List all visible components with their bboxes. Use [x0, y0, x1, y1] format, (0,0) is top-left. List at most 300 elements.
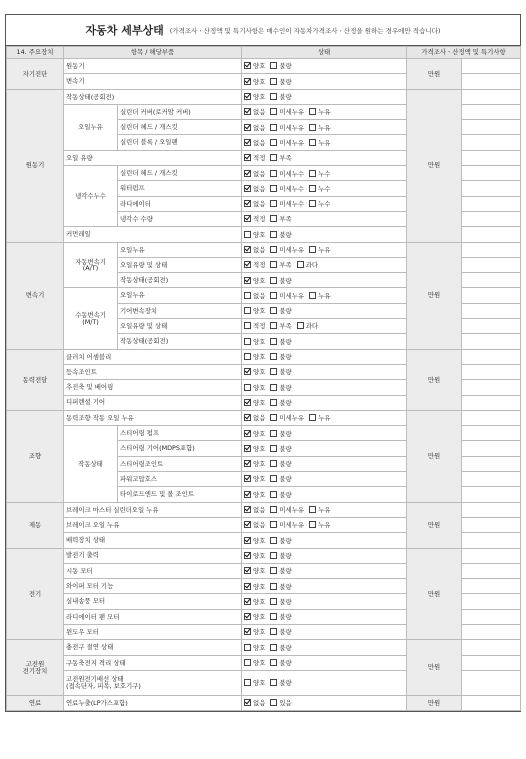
status-checkbox[interactable]: [244, 699, 251, 706]
status-option[interactable]: [244, 521, 265, 528]
status-option[interactable]: [244, 353, 265, 360]
status-checkbox[interactable]: [270, 170, 277, 177]
status-option-label: 있음: [279, 699, 292, 708]
status-option-label: 부족: [279, 261, 292, 270]
status-option[interactable]: [270, 368, 291, 375]
status-option[interactable]: [244, 430, 265, 437]
status-option-label: 불량: [279, 62, 292, 71]
status-option-label: 없음: [253, 108, 266, 117]
status-checkbox[interactable]: [244, 583, 251, 590]
status-checkbox[interactable]: [309, 521, 316, 528]
status-option[interactable]: [244, 200, 265, 207]
device-group-cell: 제동: [7, 502, 64, 548]
status-option[interactable]: [244, 277, 265, 284]
status-checkbox[interactable]: [270, 598, 277, 605]
status-checkbox[interactable]: [309, 506, 316, 513]
note-input-cell[interactable]: [462, 273, 521, 288]
status-options: [242, 594, 407, 609]
status-checkbox[interactable]: [244, 108, 251, 115]
status-options: [242, 273, 407, 288]
status-checkbox[interactable]: [244, 567, 251, 574]
status-option-label: 양호: [253, 567, 266, 576]
status-checkbox[interactable]: [309, 292, 316, 299]
status-option-label: 불량: [279, 353, 292, 362]
note-input-cell[interactable]: [462, 303, 521, 318]
status-option[interactable]: [270, 475, 291, 482]
status-option[interactable]: [270, 414, 304, 421]
status-option-label: 누유: [318, 521, 331, 530]
note-input-cell[interactable]: [462, 395, 521, 410]
status-option[interactable]: [309, 200, 330, 207]
status-option[interactable]: [244, 414, 265, 421]
status-option[interactable]: [244, 460, 265, 467]
status-checkbox[interactable]: [270, 139, 277, 146]
status-option[interactable]: [270, 521, 304, 528]
status-checkbox[interactable]: [244, 679, 251, 686]
status-option-label: 과다: [305, 261, 319, 270]
item-label: 시동 모터: [64, 563, 242, 578]
status-option[interactable]: [270, 215, 291, 222]
status-checkbox[interactable]: [270, 338, 277, 345]
item-label: 등속조인트: [64, 364, 242, 379]
status-option[interactable]: [270, 552, 291, 559]
note-input-cell[interactable]: [462, 181, 521, 196]
status-options: [242, 487, 407, 502]
status-option[interactable]: [309, 124, 330, 131]
status-checkbox[interactable]: [244, 246, 251, 253]
status-checkbox[interactable]: [270, 307, 277, 314]
status-option[interactable]: [244, 567, 265, 574]
note-input-cell[interactable]: [462, 579, 521, 594]
note-input-cell[interactable]: [462, 472, 521, 487]
note-input-cell[interactable]: [462, 150, 521, 165]
note-input-cell[interactable]: [462, 59, 521, 74]
item-label: 스티어링 기어(MDPS포함): [118, 441, 242, 456]
status-checkbox[interactable]: [270, 292, 277, 299]
note-input-cell[interactable]: [462, 364, 521, 379]
status-option-label: 미세누유: [279, 414, 305, 423]
status-option[interactable]: [270, 170, 304, 177]
note-input-cell[interactable]: [462, 410, 521, 425]
status-checkbox[interactable]: [244, 475, 251, 482]
status-option[interactable]: [309, 139, 330, 146]
status-checkbox[interactable]: [270, 353, 277, 360]
status-options: [242, 74, 407, 89]
status-option[interactable]: [270, 537, 291, 544]
status-checkbox[interactable]: [270, 567, 277, 574]
note-input-cell[interactable]: [462, 426, 521, 441]
status-checkbox[interactable]: [270, 399, 277, 406]
status-checkbox[interactable]: [244, 292, 251, 299]
status-option[interactable]: [270, 567, 291, 574]
status-checkbox[interactable]: [244, 399, 251, 406]
status-option[interactable]: [270, 154, 291, 161]
status-option[interactable]: [244, 215, 265, 222]
note-input-cell[interactable]: [462, 695, 521, 710]
status-checkbox[interactable]: [270, 699, 277, 706]
status-checkbox[interactable]: [244, 430, 251, 437]
price-amount-cell: 만원: [407, 695, 462, 710]
status-option-label: 양호: [253, 444, 266, 453]
status-option[interactable]: [270, 185, 304, 192]
note-input-cell[interactable]: [462, 349, 521, 364]
status-option[interactable]: [244, 124, 265, 131]
status-checkbox[interactable]: [309, 246, 316, 253]
status-checkbox[interactable]: [309, 139, 316, 146]
status-option-label: 불량: [279, 307, 292, 316]
status-option[interactable]: [244, 537, 265, 544]
status-checkbox[interactable]: [244, 154, 251, 161]
note-input-cell[interactable]: [462, 319, 521, 334]
status-checkbox[interactable]: [244, 215, 251, 222]
note-input-cell[interactable]: [462, 166, 521, 181]
note-input-cell[interactable]: [462, 655, 521, 670]
status-checkbox[interactable]: [244, 200, 251, 207]
status-option[interactable]: [244, 139, 265, 146]
status-checkbox[interactable]: [244, 445, 251, 452]
status-option[interactable]: [270, 699, 291, 706]
note-input-cell[interactable]: [462, 104, 521, 119]
price-amount-cell: 만원: [407, 502, 462, 548]
status-options: [242, 59, 407, 74]
status-checkbox[interactable]: [244, 353, 251, 360]
device-group-cell: 전기: [7, 548, 64, 640]
status-checkbox[interactable]: [244, 139, 251, 146]
status-checkbox[interactable]: [270, 231, 277, 238]
status-option-label: 적정: [253, 322, 266, 331]
status-checkbox[interactable]: [270, 124, 277, 131]
status-option[interactable]: [309, 108, 330, 115]
status-checkbox[interactable]: [244, 460, 251, 467]
status-option[interactable]: [270, 506, 304, 513]
status-option[interactable]: [309, 170, 330, 177]
status-checkbox[interactable]: [270, 537, 277, 544]
status-option[interactable]: [270, 322, 291, 329]
status-option[interactable]: [244, 598, 265, 605]
status-checkbox[interactable]: [270, 679, 277, 686]
status-option[interactable]: [297, 322, 318, 329]
note-input-cell[interactable]: [462, 441, 521, 456]
status-checkbox[interactable]: [244, 78, 251, 85]
status-checkbox[interactable]: [270, 62, 277, 69]
status-option[interactable]: [309, 414, 330, 421]
status-checkbox[interactable]: [270, 644, 277, 651]
status-option[interactable]: [244, 613, 265, 620]
note-input-cell[interactable]: [462, 135, 521, 150]
status-checkbox[interactable]: [244, 659, 251, 666]
table-row: [7, 410, 521, 425]
note-input-cell[interactable]: [462, 89, 521, 104]
status-option[interactable]: [244, 491, 265, 498]
note-input-cell[interactable]: [462, 196, 521, 211]
status-option[interactable]: [270, 62, 291, 69]
status-checkbox[interactable]: [244, 414, 251, 421]
status-checkbox[interactable]: [244, 644, 251, 651]
status-checkbox[interactable]: [270, 521, 277, 528]
status-checkbox[interactable]: [297, 261, 304, 268]
status-option[interactable]: [244, 644, 265, 651]
status-checkbox[interactable]: [244, 613, 251, 620]
status-option-label: 없음: [253, 699, 266, 708]
status-checkbox[interactable]: [270, 445, 277, 452]
status-checkbox[interactable]: [244, 552, 251, 559]
status-option[interactable]: [270, 679, 291, 686]
status-option-label: 양호: [253, 613, 266, 622]
status-option-label: 누수: [318, 169, 331, 178]
status-option[interactable]: [270, 628, 291, 635]
status-checkbox[interactable]: [244, 384, 251, 391]
status-checkbox[interactable]: [270, 154, 277, 161]
status-option[interactable]: [270, 124, 304, 131]
status-options: [242, 426, 407, 441]
status-checkbox[interactable]: [270, 552, 277, 559]
status-checkbox[interactable]: [297, 322, 304, 329]
status-option[interactable]: [244, 261, 265, 268]
status-option[interactable]: [244, 679, 265, 686]
status-option-label: 없음: [253, 521, 266, 530]
status-checkbox[interactable]: [244, 231, 251, 238]
inspection-table: [6, 46, 521, 711]
status-checkbox[interactable]: [270, 506, 277, 513]
table-row: [7, 242, 521, 257]
note-input-cell[interactable]: [462, 257, 521, 272]
status-checkbox[interactable]: [270, 93, 277, 100]
status-checkbox[interactable]: [244, 185, 251, 192]
status-option[interactable]: [270, 246, 304, 253]
status-option[interactable]: [244, 78, 265, 85]
status-checkbox[interactable]: [244, 368, 251, 375]
status-checkbox[interactable]: [270, 384, 277, 391]
status-option[interactable]: [244, 185, 265, 192]
status-checkbox[interactable]: [270, 322, 277, 329]
note-input-cell[interactable]: [462, 227, 521, 242]
status-checkbox[interactable]: [270, 277, 277, 284]
device-group-cell: 조향: [7, 410, 64, 502]
status-checkbox[interactable]: [244, 537, 251, 544]
status-option[interactable]: [270, 659, 291, 666]
status-option[interactable]: [270, 292, 304, 299]
status-option[interactable]: [244, 659, 265, 666]
item-label: 실린더 헤드 / 개스킷: [118, 120, 242, 135]
sub-group-cell: 수동변속기 (M/T): [64, 288, 118, 349]
status-checkbox[interactable]: [244, 598, 251, 605]
status-checkbox[interactable]: [270, 246, 277, 253]
status-checkbox[interactable]: [244, 491, 251, 498]
status-checkbox[interactable]: [309, 124, 316, 131]
status-checkbox[interactable]: [244, 322, 251, 329]
status-checkbox[interactable]: [270, 430, 277, 437]
note-input-cell[interactable]: [462, 640, 521, 655]
status-option[interactable]: [270, 261, 291, 268]
status-checkbox[interactable]: [309, 414, 316, 421]
status-option-label: 불량: [279, 77, 292, 86]
status-option[interactable]: [244, 307, 265, 314]
note-input-cell[interactable]: [462, 624, 521, 639]
status-checkbox[interactable]: [270, 78, 277, 85]
item-label: 스티어링 펌프: [118, 426, 242, 441]
note-input-cell[interactable]: [462, 74, 521, 89]
item-label: 변속기: [64, 74, 242, 89]
status-option[interactable]: [244, 699, 265, 706]
note-input-cell[interactable]: [462, 594, 521, 609]
status-option[interactable]: [244, 62, 265, 69]
status-option[interactable]: [270, 231, 291, 238]
status-option[interactable]: [244, 399, 265, 406]
status-checkbox[interactable]: [244, 307, 251, 314]
status-option[interactable]: [270, 108, 304, 115]
status-checkbox[interactable]: [244, 521, 251, 528]
status-option[interactable]: [309, 185, 330, 192]
note-input-cell[interactable]: [462, 456, 521, 471]
status-option-label: 불량: [279, 628, 292, 637]
status-option[interactable]: [244, 108, 265, 115]
note-input-cell[interactable]: [462, 288, 521, 303]
status-option[interactable]: [244, 154, 265, 161]
status-checkbox[interactable]: [270, 261, 277, 268]
status-option[interactable]: [244, 506, 265, 513]
note-input-cell[interactable]: [462, 334, 521, 349]
note-input-cell[interactable]: [462, 670, 521, 695]
note-input-cell[interactable]: [462, 609, 521, 624]
status-checkbox[interactable]: [309, 185, 316, 192]
status-checkbox[interactable]: [270, 108, 277, 115]
status-option[interactable]: [270, 583, 291, 590]
status-option[interactable]: [270, 644, 291, 651]
status-option[interactable]: [270, 139, 304, 146]
status-option-label: 누유: [318, 123, 331, 132]
header-status: 상태: [242, 47, 407, 59]
status-option[interactable]: [244, 368, 265, 375]
status-option-label: 양호: [253, 307, 266, 316]
status-checkbox[interactable]: [244, 170, 251, 177]
status-option-label: 없음: [253, 200, 266, 209]
status-option[interactable]: [270, 200, 304, 207]
status-checkbox[interactable]: [244, 124, 251, 131]
status-option[interactable]: [270, 613, 291, 620]
status-option[interactable]: [244, 292, 265, 299]
status-checkbox[interactable]: [270, 613, 277, 620]
note-input-cell[interactable]: [462, 517, 521, 532]
status-option[interactable]: [270, 384, 291, 391]
status-option[interactable]: [244, 322, 265, 329]
note-input-cell[interactable]: [462, 548, 521, 563]
status-checkbox[interactable]: [270, 460, 277, 467]
status-checkbox[interactable]: [270, 414, 277, 421]
status-option[interactable]: [270, 353, 291, 360]
status-option-label: 불량: [279, 337, 292, 346]
status-checkbox[interactable]: [244, 62, 251, 69]
status-option[interactable]: [244, 231, 265, 238]
status-option[interactable]: [244, 93, 265, 100]
status-option[interactable]: [244, 445, 265, 452]
status-checkbox[interactable]: [270, 628, 277, 635]
status-option-label: 불량: [279, 383, 292, 392]
status-option-label: 없음: [253, 123, 266, 132]
status-checkbox[interactable]: [270, 215, 277, 222]
status-options: [242, 257, 407, 272]
status-option[interactable]: [309, 521, 330, 528]
status-option[interactable]: [309, 246, 330, 253]
status-option[interactable]: [244, 552, 265, 559]
status-checkbox[interactable]: [270, 583, 277, 590]
status-checkbox[interactable]: [270, 185, 277, 192]
device-group-cell: 원동기: [7, 89, 64, 242]
item-label: 배력장치 상태: [64, 533, 242, 548]
status-option[interactable]: [244, 583, 265, 590]
status-option[interactable]: [270, 307, 291, 314]
status-option[interactable]: [270, 598, 291, 605]
status-option[interactable]: [244, 475, 265, 482]
status-option[interactable]: [309, 292, 330, 299]
item-label: 냉각수 수량: [118, 211, 242, 226]
status-option[interactable]: [244, 338, 265, 345]
status-option-label: 미세누수: [279, 200, 305, 209]
note-input-cell[interactable]: [462, 211, 521, 226]
status-option[interactable]: [309, 506, 330, 513]
status-options: [242, 166, 407, 181]
status-checkbox[interactable]: [244, 628, 251, 635]
status-option[interactable]: [244, 246, 265, 253]
status-checkbox[interactable]: [244, 93, 251, 100]
note-input-cell[interactable]: [462, 487, 521, 502]
status-option[interactable]: [270, 93, 291, 100]
item-label: 충전구 절연 상태: [64, 640, 242, 655]
note-input-cell[interactable]: [462, 563, 521, 578]
status-option[interactable]: [244, 384, 265, 391]
status-options: [242, 104, 407, 119]
status-checkbox[interactable]: [270, 491, 277, 498]
status-option-label: 없음: [253, 414, 266, 423]
status-option-label: 양호: [253, 659, 266, 668]
status-option[interactable]: [270, 430, 291, 437]
status-options: [242, 563, 407, 578]
form-title: 자동차 세부상태: [85, 24, 164, 37]
status-option[interactable]: [244, 170, 265, 177]
status-checkbox[interactable]: [270, 475, 277, 482]
status-checkbox[interactable]: [244, 506, 251, 513]
status-option[interactable]: [270, 78, 291, 85]
note-input-cell[interactable]: [462, 120, 521, 135]
status-option[interactable]: [244, 628, 265, 635]
status-option-label: 불량: [279, 444, 292, 453]
status-option[interactable]: [270, 445, 291, 452]
status-option-label: 누유: [318, 414, 331, 423]
status-checkbox[interactable]: [270, 659, 277, 666]
note-input-cell[interactable]: [462, 242, 521, 257]
status-checkbox[interactable]: [270, 368, 277, 375]
status-checkbox[interactable]: [309, 170, 316, 177]
status-option-label: 불량: [279, 643, 292, 652]
status-options: [242, 548, 407, 563]
status-option[interactable]: [270, 399, 291, 406]
status-checkbox[interactable]: [309, 200, 316, 207]
note-input-cell[interactable]: [462, 502, 521, 517]
status-checkbox[interactable]: [270, 200, 277, 207]
status-checkbox[interactable]: [244, 261, 251, 268]
note-input-cell[interactable]: [462, 380, 521, 395]
note-input-cell[interactable]: [462, 533, 521, 548]
status-option[interactable]: [297, 261, 318, 268]
status-option[interactable]: [270, 460, 291, 467]
status-option[interactable]: [270, 491, 291, 498]
status-checkbox[interactable]: [244, 277, 251, 284]
status-checkbox[interactable]: [309, 108, 316, 115]
status-option[interactable]: [270, 338, 291, 345]
status-checkbox[interactable]: [244, 338, 251, 345]
status-options: [242, 380, 407, 395]
status-option[interactable]: [270, 277, 291, 284]
item-label: 기어변속장치: [118, 303, 242, 318]
